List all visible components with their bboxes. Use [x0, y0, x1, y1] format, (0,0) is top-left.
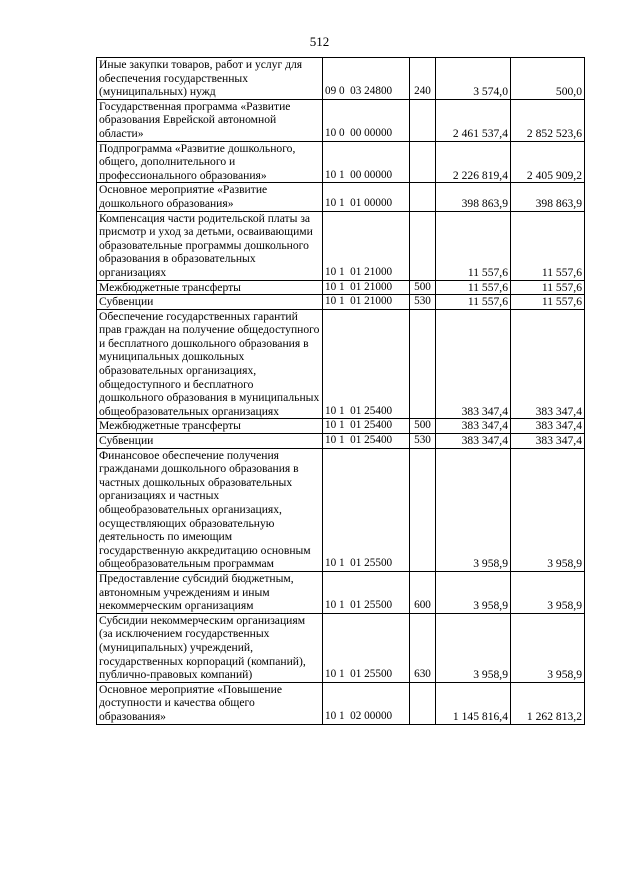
- row-amount-year1-cell: 383 347,4: [436, 419, 511, 434]
- table-row: [97, 682, 585, 724]
- row-name-cell: Межбюджетные трансферты: [97, 419, 323, 434]
- row-target-code-cell: 10 1 01 25400: [323, 309, 410, 419]
- row-target-code-cell: 09 0 03 24800: [323, 58, 410, 100]
- row-expense-type-cell: 500: [410, 280, 436, 295]
- row-amount-year2-cell: 3 958,9: [511, 448, 585, 571]
- row-amount-year1-cell: 11 557,6: [436, 295, 511, 310]
- row-amount-year1-cell: 2 461 537,4: [436, 99, 511, 141]
- row-name-cell: Финансовое обеспечение получения гражданами дошкольного образования в частных дошкольных образовательных организациях и частных общеобразовательных организациях, осуществляющих образовательную деятельность по имеющим государственную аккредитацию основным общеобразовательным программам: [97, 448, 323, 571]
- row-target-code-cell: 10 1 01 21000: [323, 295, 410, 310]
- row-expense-type-cell: 600: [410, 571, 436, 613]
- row-expense-type-cell: 630: [410, 613, 436, 682]
- row-amount-year1-cell: 3 958,9: [436, 571, 511, 613]
- page-number: 512: [309, 34, 330, 49]
- row-amount-year2-cell: 11 557,6: [511, 211, 585, 280]
- row-target-code-cell: 10 1 01 25500: [323, 613, 410, 682]
- row-name-cell: Компенсация части родительской платы за присмотр и уход за детьми, осваивающими образовательные программы дошкольного образования в образовательных организациях: [97, 211, 323, 280]
- table-row: [97, 434, 585, 449]
- row-amount-year1-cell: 2 226 819,4: [436, 141, 511, 183]
- row-name-cell: Государственная программа «Развитие образования Еврейской автономной области»: [97, 99, 323, 141]
- row-target-code-cell: 10 1 01 25400: [323, 434, 410, 449]
- row-name-cell: Субсидии некоммерческим организациям (за исключением государственных (муниципальных) учреждений, государственных корпораций (компаний), публично-правовых компаний): [97, 613, 323, 682]
- row-name-cell: Иные закупки товаров, работ и услуг для обеспечения государственных (муниципальных) нужд: [97, 58, 323, 100]
- row-name-cell: Обеспечение государственных гарантий прав граждан на получение общедоступного и бесплатного дошкольного образования в муниципальных дошкольных образовательных организациях, общедоступного и бесплатного дошкольного образования в муниципальных общеобразовательных организациях: [97, 309, 323, 419]
- row-amount-year1-cell: 11 557,6: [436, 280, 511, 295]
- row-amount-year1-cell: 11 557,6: [436, 211, 511, 280]
- row-amount-year1-cell: 3 958,9: [436, 613, 511, 682]
- row-amount-year2-cell: 398 863,9: [511, 183, 585, 211]
- row-expense-type-cell: 530: [410, 434, 436, 449]
- row-name-cell: Основное мероприятие «Повышение доступности и качества общего образования»: [97, 682, 323, 724]
- row-target-code-cell: 10 1 01 21000: [323, 211, 410, 280]
- row-target-code-cell: 10 1 01 25500: [323, 571, 410, 613]
- row-expense-type-cell: [410, 211, 436, 280]
- table-row: [97, 280, 585, 295]
- row-target-code-cell: 10 1 02 00000: [323, 682, 410, 724]
- row-name-cell: Предоставление субсидий бюджетным, автономным учреждениям и иным некоммерческим организациям: [97, 571, 323, 613]
- row-expense-type-cell: 500: [410, 419, 436, 434]
- row-expense-type-cell: [410, 682, 436, 724]
- table-row: [97, 419, 585, 434]
- table-row: [97, 295, 585, 310]
- row-name-cell: Подпрограмма «Развитие дошкольного, общего, дополнительного и профессионального образования»: [97, 141, 323, 183]
- row-amount-year2-cell: 2 405 909,2: [511, 141, 585, 183]
- row-amount-year1-cell: 3 574,0: [436, 58, 511, 100]
- row-amount-year2-cell: 383 347,4: [511, 309, 585, 419]
- row-expense-type-cell: [410, 141, 436, 183]
- row-amount-year2-cell: 2 852 523,6: [511, 99, 585, 141]
- table-row: [97, 183, 585, 211]
- row-amount-year2-cell: 500,0: [511, 58, 585, 100]
- table-row: [97, 58, 585, 100]
- row-target-code-cell: 10 1 01 25400: [323, 419, 410, 434]
- budget-table: [96, 57, 585, 725]
- row-amount-year1-cell: 383 347,4: [436, 434, 511, 449]
- row-amount-year2-cell: 1 262 813,2: [511, 682, 585, 724]
- row-name-cell: Субвенции: [97, 295, 323, 310]
- table-row: [97, 571, 585, 613]
- row-amount-year1-cell: 3 958,9: [436, 448, 511, 571]
- row-expense-type-cell: [410, 99, 436, 141]
- row-target-code-cell: 10 1 01 21000: [323, 280, 410, 295]
- budget-table-body: [97, 58, 585, 725]
- row-amount-year1-cell: 398 863,9: [436, 183, 511, 211]
- row-amount-year1-cell: 1 145 816,4: [436, 682, 511, 724]
- row-expense-type-cell: [410, 309, 436, 419]
- row-expense-type-cell: [410, 448, 436, 571]
- table-row: [97, 613, 585, 682]
- row-amount-year2-cell: 3 958,9: [511, 571, 585, 613]
- row-target-code-cell: 10 0 00 00000: [323, 99, 410, 141]
- row-amount-year2-cell: 383 347,4: [511, 434, 585, 449]
- row-amount-year2-cell: 3 958,9: [511, 613, 585, 682]
- row-expense-type-cell: 530: [410, 295, 436, 310]
- table-row: [97, 99, 585, 141]
- row-name-cell: Межбюджетные трансферты: [97, 280, 323, 295]
- row-name-cell: Субвенции: [97, 434, 323, 449]
- row-name-cell: Основное мероприятие «Развитие дошкольного образования»: [97, 183, 323, 211]
- row-target-code-cell: 10 1 01 25500: [323, 448, 410, 571]
- row-target-code-cell: 10 1 00 00000: [323, 141, 410, 183]
- row-amount-year2-cell: 383 347,4: [511, 419, 585, 434]
- table-row: [97, 141, 585, 183]
- row-expense-type-cell: 240: [410, 58, 436, 100]
- table-row: [97, 309, 585, 419]
- row-amount-year2-cell: 11 557,6: [511, 280, 585, 295]
- row-target-code-cell: 10 1 01 00000: [323, 183, 410, 211]
- table-row: [97, 211, 585, 280]
- row-amount-year2-cell: 11 557,6: [511, 295, 585, 310]
- row-amount-year1-cell: 383 347,4: [436, 309, 511, 419]
- table-row: [97, 448, 585, 571]
- row-expense-type-cell: [410, 183, 436, 211]
